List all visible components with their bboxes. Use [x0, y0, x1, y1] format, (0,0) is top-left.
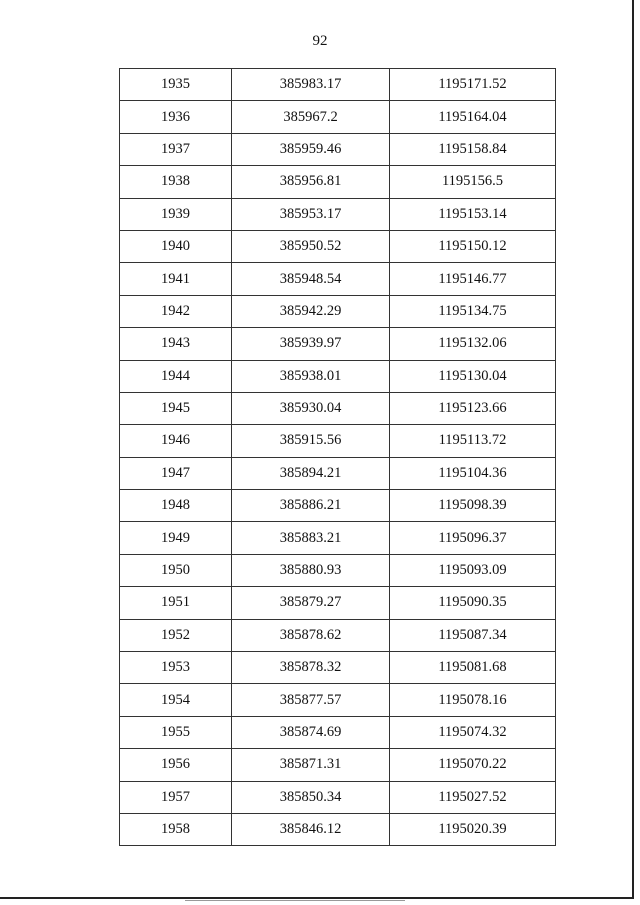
- x-coordinate-cell: 385983.17: [232, 69, 390, 101]
- point-number-cell: 1948: [120, 490, 232, 522]
- point-number-cell: 1942: [120, 295, 232, 327]
- point-number-cell: 1944: [120, 360, 232, 392]
- table-row: [120, 69, 556, 101]
- y-coordinate-cell: 1195153.14: [390, 198, 556, 230]
- point-number-cell: 1937: [120, 133, 232, 165]
- y-coordinate-cell: 1195130.04: [390, 360, 556, 392]
- table-body: [120, 69, 556, 846]
- table-row: [120, 652, 556, 684]
- point-number-cell: 1935: [120, 69, 232, 101]
- y-coordinate-cell: 1195020.39: [390, 813, 556, 845]
- x-coordinate-cell: 385846.12: [232, 813, 390, 845]
- point-number-cell: 1955: [120, 716, 232, 748]
- point-number-cell: 1938: [120, 166, 232, 198]
- bottom-divider: [185, 900, 405, 901]
- point-number-cell: 1940: [120, 230, 232, 262]
- table-row: [120, 749, 556, 781]
- point-number-cell: 1936: [120, 101, 232, 133]
- y-coordinate-cell: 1195134.75: [390, 295, 556, 327]
- x-coordinate-cell: 385877.57: [232, 684, 390, 716]
- table-row: [120, 813, 556, 845]
- coordinate-table-container: [119, 68, 555, 846]
- x-coordinate-cell: 385883.21: [232, 522, 390, 554]
- table-row: [120, 684, 556, 716]
- y-coordinate-cell: 1195150.12: [390, 230, 556, 262]
- table-row: [120, 230, 556, 262]
- table-row: [120, 392, 556, 424]
- x-coordinate-cell: 385938.01: [232, 360, 390, 392]
- table-row: [120, 198, 556, 230]
- x-coordinate-cell: 385939.97: [232, 328, 390, 360]
- x-coordinate-cell: 385956.81: [232, 166, 390, 198]
- y-coordinate-cell: 1195164.04: [390, 101, 556, 133]
- table-row: [120, 166, 556, 198]
- point-number-cell: 1957: [120, 781, 232, 813]
- x-coordinate-cell: 385880.93: [232, 554, 390, 586]
- coordinate-table: [119, 68, 556, 846]
- point-number-cell: 1945: [120, 392, 232, 424]
- y-coordinate-cell: 1195070.22: [390, 749, 556, 781]
- y-coordinate-cell: 1195171.52: [390, 69, 556, 101]
- table-row: [120, 263, 556, 295]
- point-number-cell: 1951: [120, 587, 232, 619]
- table-row: [120, 554, 556, 586]
- y-coordinate-cell: 1195081.68: [390, 652, 556, 684]
- table-row: [120, 457, 556, 489]
- table-row: [120, 295, 556, 327]
- y-coordinate-cell: 1195132.06: [390, 328, 556, 360]
- point-number-cell: 1958: [120, 813, 232, 845]
- y-coordinate-cell: 1195078.16: [390, 684, 556, 716]
- point-number-cell: 1952: [120, 619, 232, 651]
- point-number-cell: 1939: [120, 198, 232, 230]
- point-number-cell: 1949: [120, 522, 232, 554]
- table-row: [120, 522, 556, 554]
- x-coordinate-cell: 385930.04: [232, 392, 390, 424]
- x-coordinate-cell: 385950.52: [232, 230, 390, 262]
- table-row: [120, 490, 556, 522]
- point-number-cell: 1954: [120, 684, 232, 716]
- page-number: 92: [312, 33, 328, 49]
- x-coordinate-cell: 385894.21: [232, 457, 390, 489]
- x-coordinate-cell: 385878.62: [232, 619, 390, 651]
- x-coordinate-cell: 385915.56: [232, 425, 390, 457]
- point-number-cell: 1953: [120, 652, 232, 684]
- y-coordinate-cell: 1195123.66: [390, 392, 556, 424]
- table-row: [120, 101, 556, 133]
- x-coordinate-cell: 385874.69: [232, 716, 390, 748]
- y-coordinate-cell: 1195104.36: [390, 457, 556, 489]
- point-number-cell: 1941: [120, 263, 232, 295]
- x-coordinate-cell: 385959.46: [232, 133, 390, 165]
- table-row: [120, 619, 556, 651]
- point-number-cell: 1947: [120, 457, 232, 489]
- x-coordinate-cell: 385878.32: [232, 652, 390, 684]
- table-row: [120, 328, 556, 360]
- y-coordinate-cell: 1195098.39: [390, 490, 556, 522]
- table-row: [120, 133, 556, 165]
- y-coordinate-cell: 1195074.32: [390, 716, 556, 748]
- x-coordinate-cell: 385850.34: [232, 781, 390, 813]
- table-row: [120, 716, 556, 748]
- x-coordinate-cell: 385953.17: [232, 198, 390, 230]
- y-coordinate-cell: 1195096.37: [390, 522, 556, 554]
- y-coordinate-cell: 1195156.5: [390, 166, 556, 198]
- x-coordinate-cell: 385948.54: [232, 263, 390, 295]
- point-number-cell: 1943: [120, 328, 232, 360]
- x-coordinate-cell: 385967.2: [232, 101, 390, 133]
- x-coordinate-cell: 385871.31: [232, 749, 390, 781]
- table-row: [120, 360, 556, 392]
- y-coordinate-cell: 1195087.34: [390, 619, 556, 651]
- y-coordinate-cell: 1195093.09: [390, 554, 556, 586]
- table-row: [120, 781, 556, 813]
- x-coordinate-cell: 385886.21: [232, 490, 390, 522]
- point-number-cell: 1946: [120, 425, 232, 457]
- y-coordinate-cell: 1195090.35: [390, 587, 556, 619]
- y-coordinate-cell: 1195027.52: [390, 781, 556, 813]
- point-number-cell: 1956: [120, 749, 232, 781]
- x-coordinate-cell: 385879.27: [232, 587, 390, 619]
- y-coordinate-cell: 1195158.84: [390, 133, 556, 165]
- table-row: [120, 425, 556, 457]
- point-number-cell: 1950: [120, 554, 232, 586]
- x-coordinate-cell: 385942.29: [232, 295, 390, 327]
- table-row: [120, 587, 556, 619]
- y-coordinate-cell: 1195146.77: [390, 263, 556, 295]
- y-coordinate-cell: 1195113.72: [390, 425, 556, 457]
